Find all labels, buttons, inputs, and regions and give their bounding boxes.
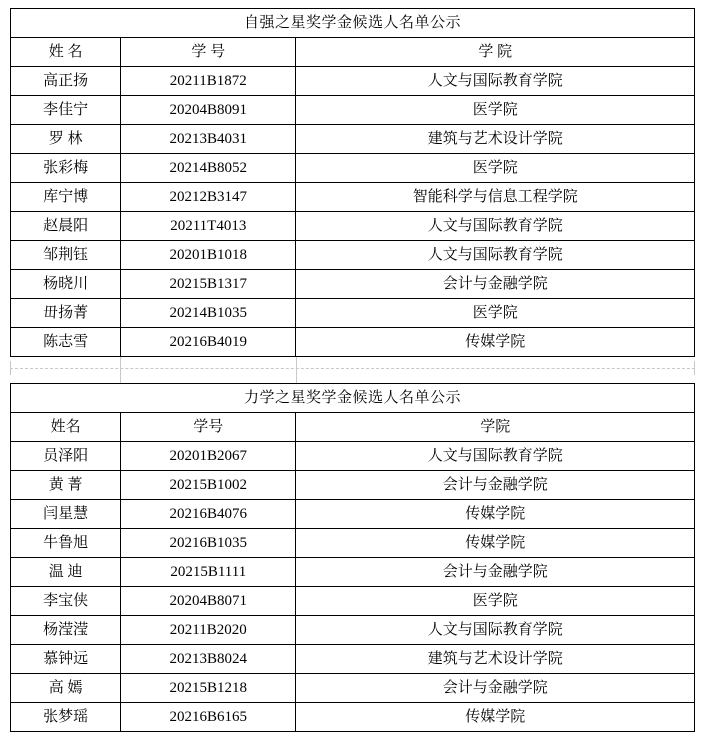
cell-id: 20201B1018 bbox=[121, 241, 296, 270]
cell-id: 20216B4076 bbox=[121, 500, 296, 529]
table-row bbox=[11, 442, 695, 471]
cell-id: 20216B1035 bbox=[121, 529, 296, 558]
separator-column-divider-2 bbox=[296, 357, 297, 383]
cell-id: 20204B8091 bbox=[121, 96, 296, 125]
cell-name: 李佳宁 bbox=[11, 96, 121, 125]
cell-college: 传媒学院 bbox=[296, 500, 695, 529]
cell-name: 库宁博 bbox=[11, 183, 121, 212]
cell-college: 医学院 bbox=[296, 299, 695, 328]
table-row bbox=[11, 616, 695, 645]
table-row bbox=[11, 558, 695, 587]
cell-college: 人文与国际教育学院 bbox=[296, 442, 695, 471]
column-header-name: 姓 名 bbox=[11, 38, 121, 67]
cell-id: 20212B3147 bbox=[121, 183, 296, 212]
cell-id: 20213B4031 bbox=[121, 125, 296, 154]
table-title-row bbox=[11, 9, 695, 38]
cell-college: 会计与金融学院 bbox=[296, 270, 695, 299]
cell-id: 20215B1111 bbox=[121, 558, 296, 587]
table-row bbox=[11, 125, 695, 154]
cell-college: 医学院 bbox=[296, 96, 695, 125]
table-row bbox=[11, 67, 695, 96]
cell-id: 20214B8052 bbox=[121, 154, 296, 183]
table-row bbox=[11, 183, 695, 212]
column-header-id: 学 号 bbox=[121, 38, 296, 67]
cell-id: 20211B1872 bbox=[121, 67, 296, 96]
table-row bbox=[11, 328, 695, 357]
cell-college: 会计与金融学院 bbox=[296, 558, 695, 587]
cell-id: 20215B1002 bbox=[121, 471, 296, 500]
cell-name: 邹荆钰 bbox=[11, 241, 121, 270]
column-header-college: 学 院 bbox=[296, 38, 695, 67]
cell-id: 20214B1035 bbox=[121, 299, 296, 328]
table-row bbox=[11, 529, 695, 558]
cell-id: 20211T4013 bbox=[121, 212, 296, 241]
cell-name: 陈志雪 bbox=[11, 328, 121, 357]
table-row bbox=[11, 241, 695, 270]
table-row bbox=[11, 703, 695, 732]
scholarship-table-1 bbox=[10, 8, 695, 357]
cell-id: 20215B1218 bbox=[121, 674, 296, 703]
table-row bbox=[11, 154, 695, 183]
table-row bbox=[11, 645, 695, 674]
cell-college: 医学院 bbox=[296, 587, 695, 616]
cell-college: 建筑与艺术设计学院 bbox=[296, 125, 695, 154]
cell-college: 智能科学与信息工程学院 bbox=[296, 183, 695, 212]
table-row bbox=[11, 500, 695, 529]
scholarship-table-2 bbox=[10, 383, 695, 732]
table-row bbox=[11, 270, 695, 299]
cell-id: 20204B8071 bbox=[121, 587, 296, 616]
table-row bbox=[11, 96, 695, 125]
table-row bbox=[11, 299, 695, 328]
table-row bbox=[11, 471, 695, 500]
cell-id: 20215B1317 bbox=[121, 270, 296, 299]
cell-name: 赵晨阳 bbox=[11, 212, 121, 241]
cell-name: 张梦瑶 bbox=[11, 703, 121, 732]
cell-name: 张彩梅 bbox=[11, 154, 121, 183]
table-title: 力学之星奖学金候选人名单公示 bbox=[11, 384, 695, 413]
separator-tick-right bbox=[694, 361, 695, 375]
separator-tick-left bbox=[10, 361, 11, 375]
table-row bbox=[11, 212, 695, 241]
cell-college: 人文与国际教育学院 bbox=[296, 241, 695, 270]
table-row bbox=[11, 587, 695, 616]
cell-id: 20211B2020 bbox=[121, 616, 296, 645]
cell-name: 闫星慧 bbox=[11, 500, 121, 529]
separator-line bbox=[10, 368, 695, 369]
cell-id: 20216B4019 bbox=[121, 328, 296, 357]
cell-name: 温 迪 bbox=[11, 558, 121, 587]
cell-college: 医学院 bbox=[296, 154, 695, 183]
cell-name: 杨晓川 bbox=[11, 270, 121, 299]
table-title-row bbox=[11, 384, 695, 413]
cell-college: 人文与国际教育学院 bbox=[296, 616, 695, 645]
cell-college: 传媒学院 bbox=[296, 529, 695, 558]
cell-name: 牛鲁旭 bbox=[11, 529, 121, 558]
cell-name: 李宝侠 bbox=[11, 587, 121, 616]
cell-name: 慕钟远 bbox=[11, 645, 121, 674]
column-header-name: 姓名 bbox=[11, 413, 121, 442]
separator-column-divider-1 bbox=[120, 357, 121, 383]
cell-college: 人文与国际教育学院 bbox=[296, 212, 695, 241]
cell-college: 会计与金融学院 bbox=[296, 674, 695, 703]
column-header-id: 学号 bbox=[121, 413, 296, 442]
cell-college: 建筑与艺术设计学院 bbox=[296, 645, 695, 674]
table-row bbox=[11, 674, 695, 703]
cell-name: 罗 林 bbox=[11, 125, 121, 154]
cell-id: 20201B2067 bbox=[121, 442, 296, 471]
cell-name: 杨滢滢 bbox=[11, 616, 121, 645]
cell-name: 毌扬菁 bbox=[11, 299, 121, 328]
cell-id: 20216B6165 bbox=[121, 703, 296, 732]
cell-name: 高 嫣 bbox=[11, 674, 121, 703]
cell-id: 20213B8024 bbox=[121, 645, 296, 674]
cell-college: 人文与国际教育学院 bbox=[296, 67, 695, 96]
cell-name: 高正扬 bbox=[11, 67, 121, 96]
page-break-separator bbox=[10, 357, 695, 383]
cell-name: 黄 菁 bbox=[11, 471, 121, 500]
table-header-row bbox=[11, 38, 695, 67]
table-header-row bbox=[11, 413, 695, 442]
table-title: 自强之星奖学金候选人名单公示 bbox=[11, 9, 695, 38]
cell-name: 员泽阳 bbox=[11, 442, 121, 471]
column-header-college: 学院 bbox=[296, 413, 695, 442]
cell-college: 会计与金融学院 bbox=[296, 471, 695, 500]
cell-college: 传媒学院 bbox=[296, 703, 695, 732]
cell-college: 传媒学院 bbox=[296, 328, 695, 357]
